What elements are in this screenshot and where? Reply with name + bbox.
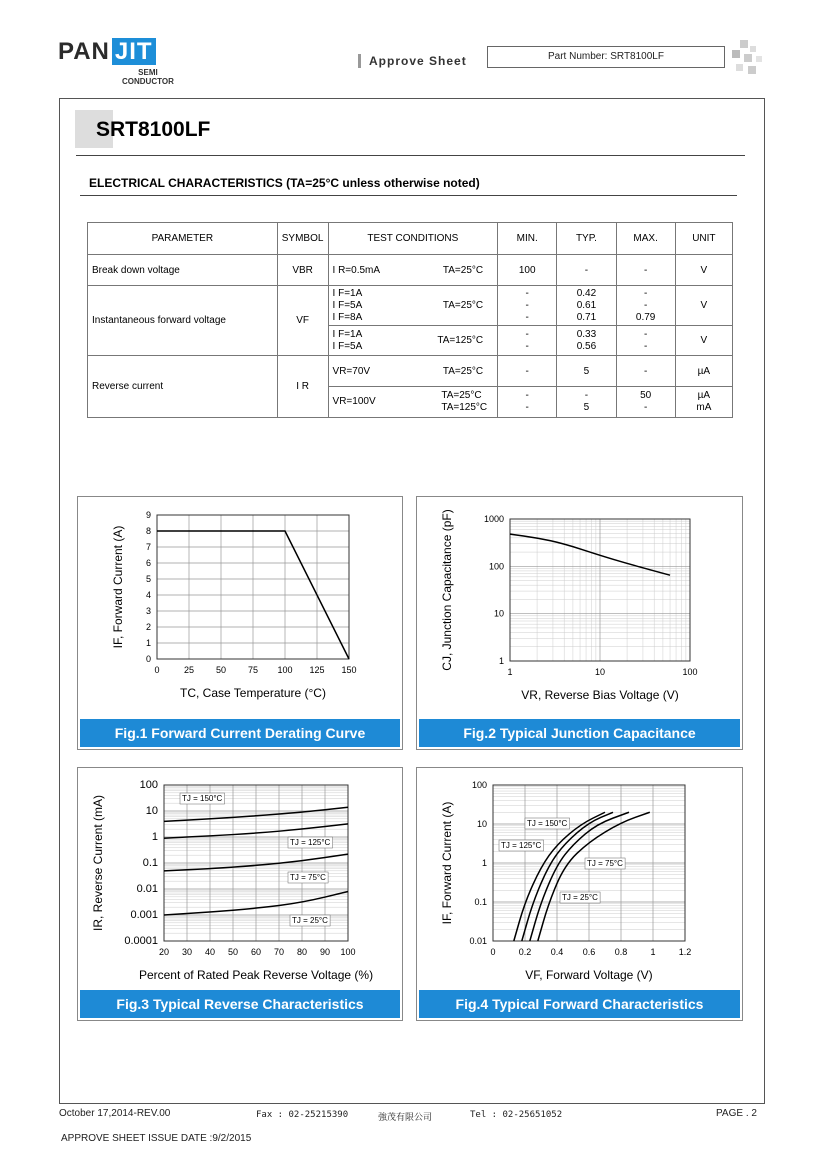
symbol-ir: I R bbox=[277, 356, 328, 418]
fig4-caption: Fig.4 Typical Forward Characteristics bbox=[419, 990, 740, 1018]
min-value: - bbox=[525, 402, 529, 413]
section-title: ELECTRICAL CHARACTERISTICS (TA=25°C unless otherwise noted) bbox=[89, 176, 480, 190]
decorative-squares-icon bbox=[728, 40, 764, 76]
max-value: 50 bbox=[640, 390, 652, 401]
typ-value: 0.71 bbox=[576, 311, 597, 323]
typ-value: - bbox=[584, 390, 589, 401]
x-tick-label: 150 bbox=[341, 665, 357, 675]
x-axis-title: VF, Forward Voltage (V) bbox=[525, 968, 653, 982]
y-tick-label: 0.1 bbox=[474, 897, 487, 907]
cond-reverse-temp1: TA=25°C bbox=[442, 365, 484, 377]
fig2-caption: Fig.2 Typical Junction Capacitance bbox=[419, 719, 740, 747]
x-tick-label: 30 bbox=[181, 947, 193, 957]
x-axis-title: Percent of Rated Peak Reverse Voltage (%) bbox=[138, 968, 374, 982]
x-tick-label: 50 bbox=[227, 947, 239, 957]
x-tick-label: 0 bbox=[154, 665, 160, 675]
y-tick-label: 8 bbox=[145, 526, 151, 536]
typ-forward-group2 bbox=[557, 326, 616, 356]
unit-value: µA bbox=[697, 390, 711, 401]
symbol-vbr: VBR bbox=[277, 255, 328, 286]
logo-subtitle bbox=[122, 68, 174, 86]
x-axis-title: TC, Case Temperature (°C) bbox=[180, 686, 326, 700]
unit-forward-group1: V bbox=[675, 286, 732, 326]
series-label: TJ = 75°C bbox=[290, 873, 326, 882]
approve-sheet-label: Approve Sheet bbox=[358, 54, 467, 68]
max-reverse-row1: - bbox=[616, 356, 675, 387]
y-axis-title: IF, Forward Current (A) bbox=[440, 801, 454, 925]
y-axis-title: IR, Reverse Current (mA) bbox=[91, 794, 105, 932]
header-unit: UNIT bbox=[675, 223, 732, 255]
y-tick-label: 0.001 bbox=[130, 909, 158, 921]
footer-company: 強茂有限公司 bbox=[378, 1112, 433, 1122]
y-tick-label: 0.01 bbox=[469, 936, 487, 946]
cond-forward-if8: I F=8A bbox=[332, 311, 363, 323]
min-reverse-row2 bbox=[498, 387, 557, 418]
y-tick-label: 1000 bbox=[483, 514, 504, 524]
min-value: - bbox=[525, 287, 529, 299]
fig1-caption: Fig.1 Forward Current Derating Curve bbox=[80, 719, 400, 747]
fig1-panel bbox=[77, 496, 403, 750]
x-tick-label: 80 bbox=[296, 947, 308, 957]
max-forward-group1 bbox=[616, 286, 675, 326]
fig3-caption: Fig.3 Typical Reverse Characteristics bbox=[80, 990, 400, 1018]
y-tick-label: 9 bbox=[145, 510, 151, 520]
cond-breakdown-temp: TA=25°C bbox=[442, 264, 484, 276]
min-value: - bbox=[525, 299, 529, 311]
cond-forward-if1-hot: I F=1A bbox=[332, 328, 363, 340]
x-axis-title: VR, Reverse Bias Voltage (V) bbox=[521, 688, 679, 702]
table-header-row bbox=[88, 223, 733, 255]
part-number-box: Part Number: SRT8100LF bbox=[487, 46, 725, 68]
unit-reverse-row1: µA bbox=[675, 356, 732, 387]
y-tick-label: 100 bbox=[471, 780, 487, 790]
series-label: TJ = 75°C bbox=[587, 859, 623, 868]
series-label: TJ = 25°C bbox=[292, 916, 328, 925]
series-label: TJ = 150°C bbox=[527, 819, 568, 828]
header-min: MIN. bbox=[498, 223, 557, 255]
y-tick-label: 3 bbox=[145, 606, 151, 616]
cond-forward-if5-hot: I F=5A bbox=[332, 340, 363, 352]
x-tick-label: 0.6 bbox=[582, 947, 596, 957]
min-value: - bbox=[525, 328, 529, 340]
min-value: - bbox=[525, 311, 529, 323]
x-tick-label: 0.2 bbox=[518, 947, 532, 957]
min-value: - bbox=[525, 340, 529, 352]
title-divider bbox=[76, 155, 745, 156]
logo-sub-semi: SEMI bbox=[138, 68, 158, 77]
x-tick-label: 0.4 bbox=[550, 947, 564, 957]
company-logo bbox=[58, 38, 156, 66]
unit-forward-group2: V bbox=[675, 326, 732, 356]
x-tick-label: 50 bbox=[215, 665, 227, 675]
x-tick-label: 10 bbox=[594, 667, 606, 677]
footer-page: PAGE . 2 bbox=[716, 1108, 757, 1119]
series-label: TJ = 125°C bbox=[501, 841, 542, 850]
y-tick-label: 100 bbox=[139, 779, 158, 791]
cond-reverse-row1 bbox=[328, 356, 498, 387]
unit-value: mA bbox=[696, 402, 712, 413]
x-tick-label: 100 bbox=[277, 665, 293, 675]
cond-forward-temp1: TA=25°C bbox=[442, 299, 484, 311]
param-breakdown: Break down voltage bbox=[88, 255, 278, 286]
fig2-chart bbox=[417, 497, 742, 717]
max-value: - bbox=[643, 340, 648, 352]
max-value: - bbox=[643, 328, 648, 340]
param-forward: Instantaneous forward voltage bbox=[88, 286, 278, 356]
x-tick-label: 0.8 bbox=[614, 947, 628, 957]
x-tick-label: 1.2 bbox=[678, 947, 692, 957]
series-line bbox=[538, 812, 650, 941]
footer-fax: Fax : 02-25215390 bbox=[256, 1110, 349, 1120]
typ-forward-group1 bbox=[557, 286, 616, 326]
y-axis-title: IF, Forward Current (A) bbox=[111, 525, 125, 649]
x-tick-label: 0 bbox=[490, 947, 496, 957]
cond-forward-group2 bbox=[328, 326, 498, 356]
typ-value: 0.56 bbox=[576, 340, 597, 352]
footer-issue-date: APPROVE SHEET ISSUE DATE :9/2/2015 bbox=[61, 1133, 252, 1144]
symbol-vf: VF bbox=[277, 286, 328, 356]
logo-text-pan: PAN bbox=[58, 38, 110, 65]
cond-forward-if1: I F=1A bbox=[332, 287, 363, 299]
y-tick-label: 1 bbox=[145, 638, 151, 648]
min-forward-group2 bbox=[498, 326, 557, 356]
typ-value: 0.61 bbox=[576, 299, 597, 311]
series-label: TJ = 25°C bbox=[562, 893, 598, 902]
unit-reverse-row2 bbox=[675, 387, 732, 418]
y-axis-title: CJ, Junction Capacitance (pF) bbox=[440, 509, 454, 671]
series-line bbox=[510, 534, 670, 575]
x-tick-label: 20 bbox=[158, 947, 170, 957]
typ-value: 0.33 bbox=[576, 328, 597, 340]
max-value: - bbox=[643, 299, 648, 311]
table-row bbox=[88, 356, 733, 387]
cond-breakdown-current: I R=0.5mA bbox=[332, 264, 381, 276]
y-tick-label: 0.0001 bbox=[124, 935, 158, 947]
max-value: - bbox=[643, 402, 648, 413]
cond-forward-group1 bbox=[328, 286, 498, 326]
logo-sub-conductor: CONDUCTOR bbox=[122, 77, 174, 86]
typ-value: 5 bbox=[583, 402, 590, 413]
min-reverse-row1: - bbox=[498, 356, 557, 387]
cond-breakdown bbox=[328, 255, 498, 286]
typ-reverse-row2 bbox=[557, 387, 616, 418]
fig3-chart bbox=[78, 768, 402, 988]
y-tick-label: 0.1 bbox=[142, 857, 158, 869]
x-tick-label: 125 bbox=[309, 665, 325, 675]
temp-value: TA=25°C bbox=[441, 390, 482, 401]
header-parameter: PARAMETER bbox=[88, 223, 278, 255]
cond-reverse-row2 bbox=[328, 387, 498, 418]
logo-text-jit: JIT bbox=[112, 38, 156, 65]
y-tick-label: 0 bbox=[145, 654, 151, 664]
y-tick-label: 4 bbox=[145, 590, 151, 600]
y-tick-label: 10 bbox=[145, 805, 158, 817]
cond-forward-temp2: TA=125°C bbox=[437, 334, 484, 346]
y-tick-label: 1 bbox=[151, 831, 158, 843]
footer-tel: Tel : 02-25651052 bbox=[470, 1110, 563, 1120]
min-breakdown: 100 bbox=[498, 255, 557, 286]
x-tick-label: 75 bbox=[247, 665, 259, 675]
x-tick-label: 1 bbox=[507, 667, 513, 677]
cond-reverse-vr100: VR=100V bbox=[332, 396, 376, 407]
max-reverse-row2 bbox=[616, 387, 675, 418]
y-tick-label: 7 bbox=[145, 542, 151, 552]
y-tick-label: 0.01 bbox=[136, 883, 158, 895]
x-tick-label: 100 bbox=[340, 947, 356, 957]
table-row bbox=[88, 286, 733, 326]
y-tick-label: 6 bbox=[145, 558, 151, 568]
typ-value: 0.42 bbox=[576, 287, 597, 299]
footer-date-rev: October 17,2014-REV.00 bbox=[59, 1108, 171, 1119]
temp-value: TA=125°C bbox=[441, 402, 488, 413]
max-forward-group2 bbox=[616, 326, 675, 356]
unit-breakdown: V bbox=[675, 255, 732, 286]
y-tick-label: 5 bbox=[145, 574, 151, 584]
electrical-characteristics-table bbox=[87, 222, 733, 418]
max-value: 0.79 bbox=[635, 311, 656, 323]
series-label: TJ = 125°C bbox=[290, 838, 331, 847]
y-tick-label: 100 bbox=[488, 561, 504, 572]
x-tick-label: 90 bbox=[319, 947, 331, 957]
fig3-panel bbox=[77, 767, 403, 1021]
max-value: - bbox=[643, 287, 648, 299]
page-title: SRT8100LF bbox=[96, 118, 211, 141]
x-tick-label: 100 bbox=[682, 667, 698, 677]
fig4-panel bbox=[416, 767, 743, 1021]
cond-reverse-temps bbox=[441, 390, 493, 414]
cond-forward-if5: I F=5A bbox=[332, 299, 363, 311]
min-value: - bbox=[525, 390, 529, 401]
y-tick-label: 1 bbox=[498, 656, 504, 666]
x-tick-label: 60 bbox=[250, 947, 262, 957]
y-tick-label: 2 bbox=[145, 622, 151, 632]
header-symbol: SYMBOL bbox=[277, 223, 328, 255]
y-tick-label: 10 bbox=[493, 608, 504, 619]
typ-breakdown: - bbox=[557, 255, 616, 286]
min-forward-group1 bbox=[498, 286, 557, 326]
fig2-panel bbox=[416, 496, 743, 750]
param-reverse: Reverse current bbox=[88, 356, 278, 418]
x-tick-label: 40 bbox=[204, 947, 216, 957]
max-breakdown: - bbox=[616, 255, 675, 286]
header-typ: TYP. bbox=[557, 223, 616, 255]
table-row bbox=[88, 255, 733, 286]
cond-reverse-vr70: VR=70V bbox=[332, 365, 371, 377]
typ-reverse-row1: 5 bbox=[557, 356, 616, 387]
fig4-chart bbox=[417, 768, 742, 988]
header-max: MAX. bbox=[616, 223, 675, 255]
series-label: TJ = 150°C bbox=[182, 794, 223, 803]
fig1-chart bbox=[78, 497, 402, 717]
header-test-conditions: TEST CONDITIONS bbox=[328, 223, 498, 255]
x-tick-label: 70 bbox=[273, 947, 285, 957]
section-divider bbox=[80, 195, 737, 196]
x-tick-label: 25 bbox=[183, 665, 195, 675]
x-tick-label: 1 bbox=[650, 947, 656, 957]
y-tick-label: 10 bbox=[476, 819, 487, 829]
y-tick-label: 1 bbox=[481, 858, 487, 868]
